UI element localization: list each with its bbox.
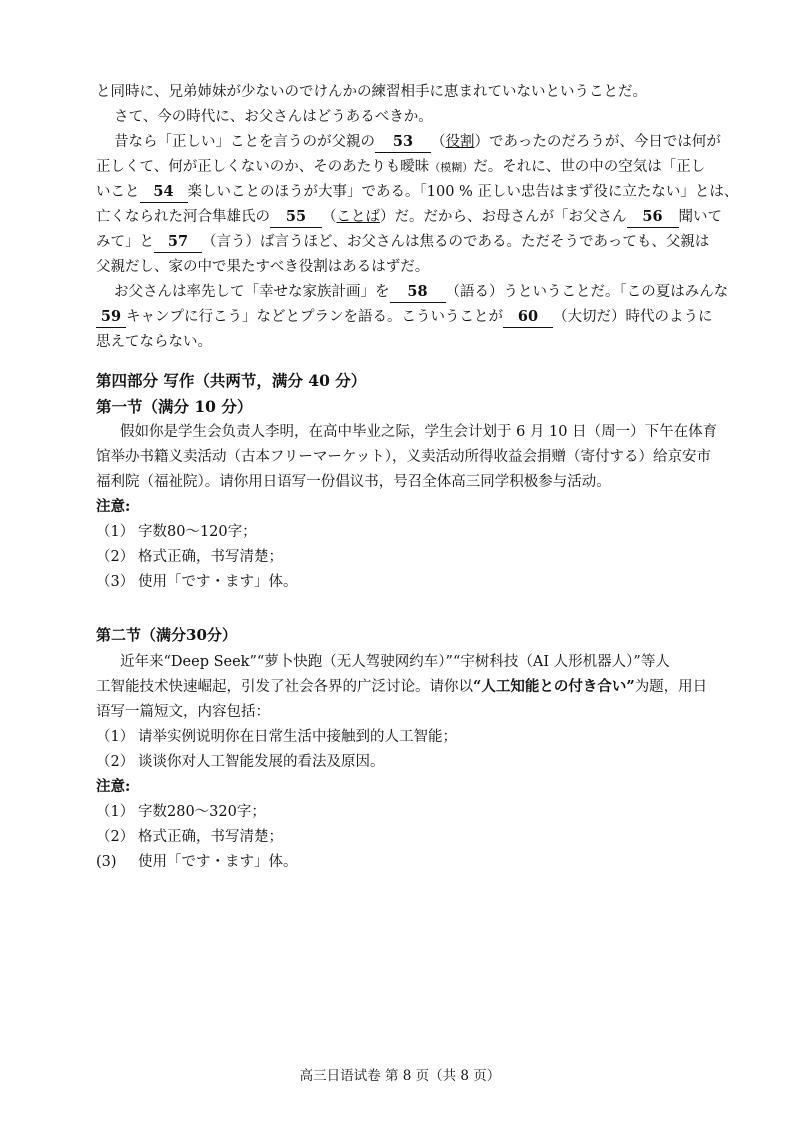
blank-57[interactable]: 57 bbox=[154, 232, 202, 253]
section1-note-2: （2） 格式正确，书写清楚； bbox=[96, 549, 283, 565]
section2-prompt-line-1: 近年来“Deep Seek”“萝卜快跑（无人驾驶网约车）”“宇树科技（AI 人形机器人）”等人 bbox=[120, 654, 670, 670]
blank-53[interactable]: 53 bbox=[375, 132, 431, 153]
passage-line-4: 正しくて、何が正しくないのか、そのあたりも曖昧（模糊）だ。それに、世の中の空気は「正し bbox=[96, 159, 706, 175]
section2-note-2: （2） 格式正确，书写清楚； bbox=[96, 829, 283, 845]
blank-60[interactable]: 60 bbox=[503, 307, 553, 328]
blank-59[interactable]: 59 bbox=[96, 307, 126, 328]
passage-line-11: 思えてならない。 bbox=[96, 334, 212, 350]
page-footer: 高三日语试卷 第 8 页（共 8 页） bbox=[299, 1068, 501, 1084]
section2-title: 第二节（满分30分） bbox=[96, 626, 237, 644]
section1-prompt-line-2: 馆举办书籍义卖活动（古本フリーマーケット），义卖活动所得收益会捐赠（寄付する）给京安市 bbox=[96, 449, 711, 465]
section2-content-2: （2） 谈谈你对人工智能发展的看法及原因。 bbox=[96, 754, 385, 770]
blank-54[interactable]: 54 bbox=[140, 182, 188, 203]
section2-note-3: (3) 使用「です・ます」体。 bbox=[96, 854, 298, 870]
section2-prompt-line-2: 工智能技术快速崛起，引发了社会各界的广泛讨论。请你以“人工知能との付き合い”为题，用日 bbox=[96, 678, 708, 695]
section1-title: 第一节（满分 10 分） bbox=[96, 397, 253, 416]
blank-55[interactable]: 55 bbox=[270, 207, 322, 228]
passage-line-7: みて」と 57 （言う）ば言うほど、お父さんは焦るのである。ただそうであっても、父親は bbox=[96, 232, 709, 253]
section2-content-1: （1） 请举实例说明你在日常生活中接触到的人工智能； bbox=[96, 729, 457, 745]
section1-note-1: （1） 字数80～120字； bbox=[96, 524, 257, 540]
passage-line-5: いこと 54 楽しいことのほうが大事」である。「100 % 正しい忠告はまず役に立たない」とは、 bbox=[96, 182, 738, 203]
blank-58[interactable]: 58 bbox=[390, 282, 446, 303]
section2-note-1: （1） 字数280～320字； bbox=[96, 804, 266, 820]
passage-line-9: お父さんは率先して「幸せな家族計画」を 58 （語る）うということだ。「この夏はみんな bbox=[114, 282, 728, 303]
section1-note-3: （3） 使用「です・ます」体。 bbox=[96, 574, 298, 590]
passage-line-1: と同時に、兄弟姉妹が少ないのでけんかの練習相手に恵まれていないということだ。 bbox=[96, 84, 647, 100]
blank-56[interactable]: 56 bbox=[627, 207, 679, 228]
passage-line-10: 59 キャンプに行こう」などとプランを語る。こういうことが 60 （大切だ）時代のように bbox=[96, 307, 713, 328]
section2-note-label: 注意: bbox=[96, 778, 131, 795]
section1-prompt-line-3: 福利院（福祉院）。请你用日语写一份倡议书，号召全体高三同学积极参与活动。 bbox=[96, 474, 611, 490]
passage-line-8: 父親だし、家の中で果たすべき役割はあるはずだ。 bbox=[96, 259, 430, 275]
section2-prompt-line-3: 语写一篇短文，内容包括： bbox=[96, 704, 270, 720]
section1-note-label: 注意: bbox=[96, 498, 131, 515]
passage-line-2: さて、今の時代に、お父さんはどうあるべきか。 bbox=[114, 109, 433, 125]
passage-line-3: 昔なら「正しい」ことを言うのが父親の 53 （役割）であったのだろうが、今日では何が bbox=[114, 132, 721, 153]
part4-title: 第四部分 写作（共两节，满分 40 分） bbox=[96, 371, 367, 390]
section1-prompt-line-1: 假如你是学生会负责人李明，在高中毕业之际，学生会计划于 6 月 10 日（周一）下午在体育 bbox=[120, 424, 718, 440]
passage-line-6: 亡くなられた河合隼雄氏の 55 （ことば）だ。だから、お母さんが「お父さん 56 聞いて bbox=[96, 207, 722, 228]
